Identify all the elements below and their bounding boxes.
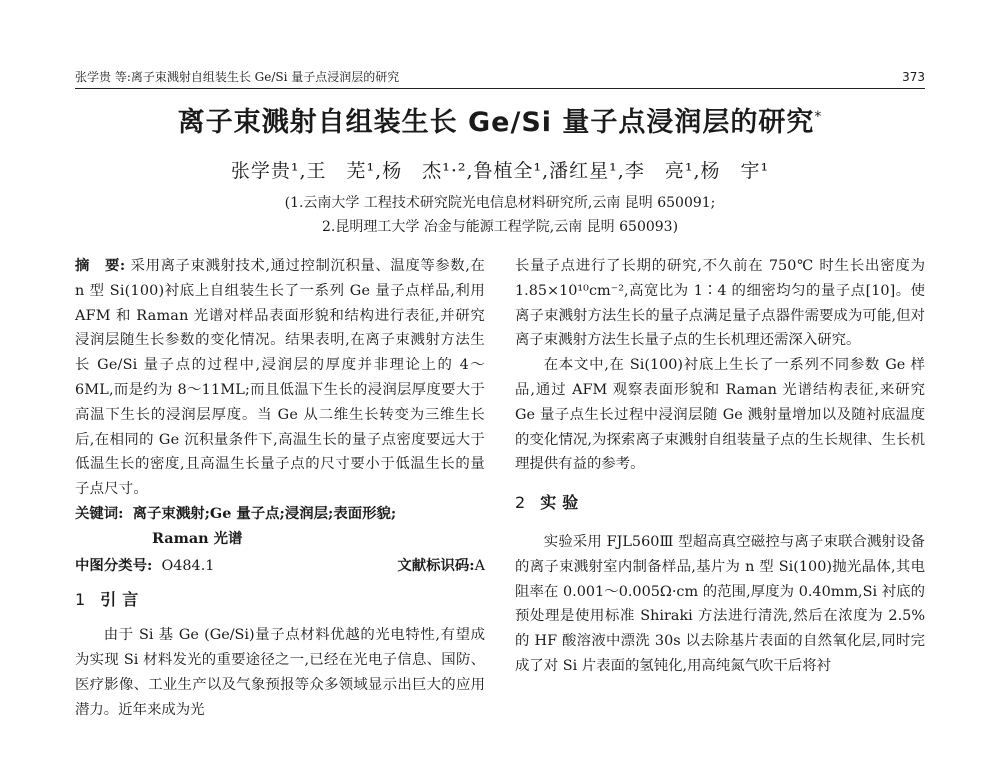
classification-row	[75, 554, 485, 579]
doc-label: 文献标识码:	[397, 556, 475, 574]
paper-title-text: 离子束溅射自组装生长 Ge/Si 量子点浸润层的研究	[177, 107, 815, 138]
clc-number	[75, 554, 214, 579]
left-column	[75, 254, 485, 722]
keywords-label: 关键词:	[75, 504, 124, 522]
abstract-text: 采用离子束溅射技术,通过控制沉积量、温度等参数,在 n 型 Si(100)衬底上自组装生长了一系列 Ge 量子点样品,利用 AFM 和 Raman 光谱对样品表面形貌和结构进行表征,并研究浸润层随生长参数的变化情况。结果表明,在离子束溅射方法生长 Ge/Si 量子点的过程中,浸润层的厚度并非理论上的 4～6ML,而是约为 8～11ML;而且低温下生长的浸润层厚度要大于高温下生长的浸润层厚度。当 Ge 从二维生长转变为三维生长后,在相同的 Ge 沉积量条件下,高温生长的量子点密度要远大于低温生长的密度,且高温生长量子点的尺寸要小于低温生长的量子点尺寸。	[75, 258, 486, 498]
section-1-title: 引言	[100, 590, 145, 610]
affiliation-2: 2.昆明理工大学 冶金与能源工程学院,云南 昆明 650093)	[321, 219, 679, 235]
right-paragraph-1: 长量子点进行了长期的研究,不久前在 750℃ 时生长出密度为 1.85×10¹⁰cm⁻²,高宽比为 1∶4 的细密均匀的量子点[10]。使离子束溅射方法生长的量子点满足量子点器件需要成为可能,但对离子束溅射方法生长量子点的生长机理还需深入研究。	[515, 258, 925, 349]
keywords-text-line2: Raman 光谱	[152, 529, 243, 547]
section-1-paragraph: 由于 Si 基 Ge (Ge/Si)量子点材料优越的光电特性,有望成为实现 Si 材料发光的重要途径之一,已经在光电子信息、国防、医疗影像、工业生产以及气象预报等众多领域显示出巨大的应用潜力。近年来成为光	[75, 627, 485, 718]
abstract	[75, 254, 485, 502]
keywords	[75, 502, 485, 527]
section-1-heading	[75, 588, 485, 613]
paper-title	[0, 100, 1000, 139]
section-2-number: 2	[515, 493, 527, 513]
right-paragraph-3: 实验采用 FJL560Ⅲ 型超高真空磁控与离子束联合溅射设备的离子束溅射室内制备样品,基片为 n 型 Si(100)抛光晶体,其电阻率在 0.001～0.005Ω·cm 的范围,厚度为 0.40mm,Si 衬底的预处理是使用标准 Shiraki 方法进行清洗,然后在浓度为 2.5% 的 HF 酸溶液中漂洗 30s 以去除基片表面的自然氧化层,同时完成了对 Si 片表面的氢钝化,用高纯氮气吹干后将衬	[515, 533, 925, 674]
affiliation-1: (1.云南大学 工程技术研究院光电信息材料研究所,云南 昆明 650091;	[284, 195, 716, 211]
title-footnote-mark: *	[814, 109, 823, 125]
page-number: 373	[902, 70, 925, 84]
document-code	[397, 554, 485, 579]
section-1-number: 1	[75, 590, 87, 610]
section-2-title: 实验	[540, 493, 585, 513]
keywords-text-line1: 离子束溅射;Ge 量子点;浸润层;表面形貌;	[132, 504, 397, 522]
author-list: 张学贵¹,王 芜¹,杨 杰¹·²,鲁植全¹,潘红星¹,李 亮¹,杨 宇¹	[230, 160, 770, 182]
right-column	[515, 254, 925, 679]
right-paragraph-2: 在本文中,在 Si(100)衬底上生长了一系列不同参数 Ge 样品,通过 AFM 观察表面形貌和 Raman 光谱结构表征,来研究 Ge 量子点生长过程中浸润层随 Ge 溅射量增加以及随衬底温度的变化情况,为探索离子束溅射自组装量子点的生长规律、生长机理提供有益的参考。	[515, 357, 925, 473]
doc-value: A	[474, 557, 485, 574]
clc-label: 中图分类号:	[75, 556, 153, 574]
running-header	[75, 68, 925, 89]
running-header-title: 张学贵 等:离子束溅射自组装生长 Ge/Si 量子点浸润层的研究	[75, 70, 400, 84]
section-2-heading	[515, 491, 925, 516]
clc-value: O484.1	[161, 557, 215, 574]
abstract-label: 摘 要:	[75, 257, 126, 274]
